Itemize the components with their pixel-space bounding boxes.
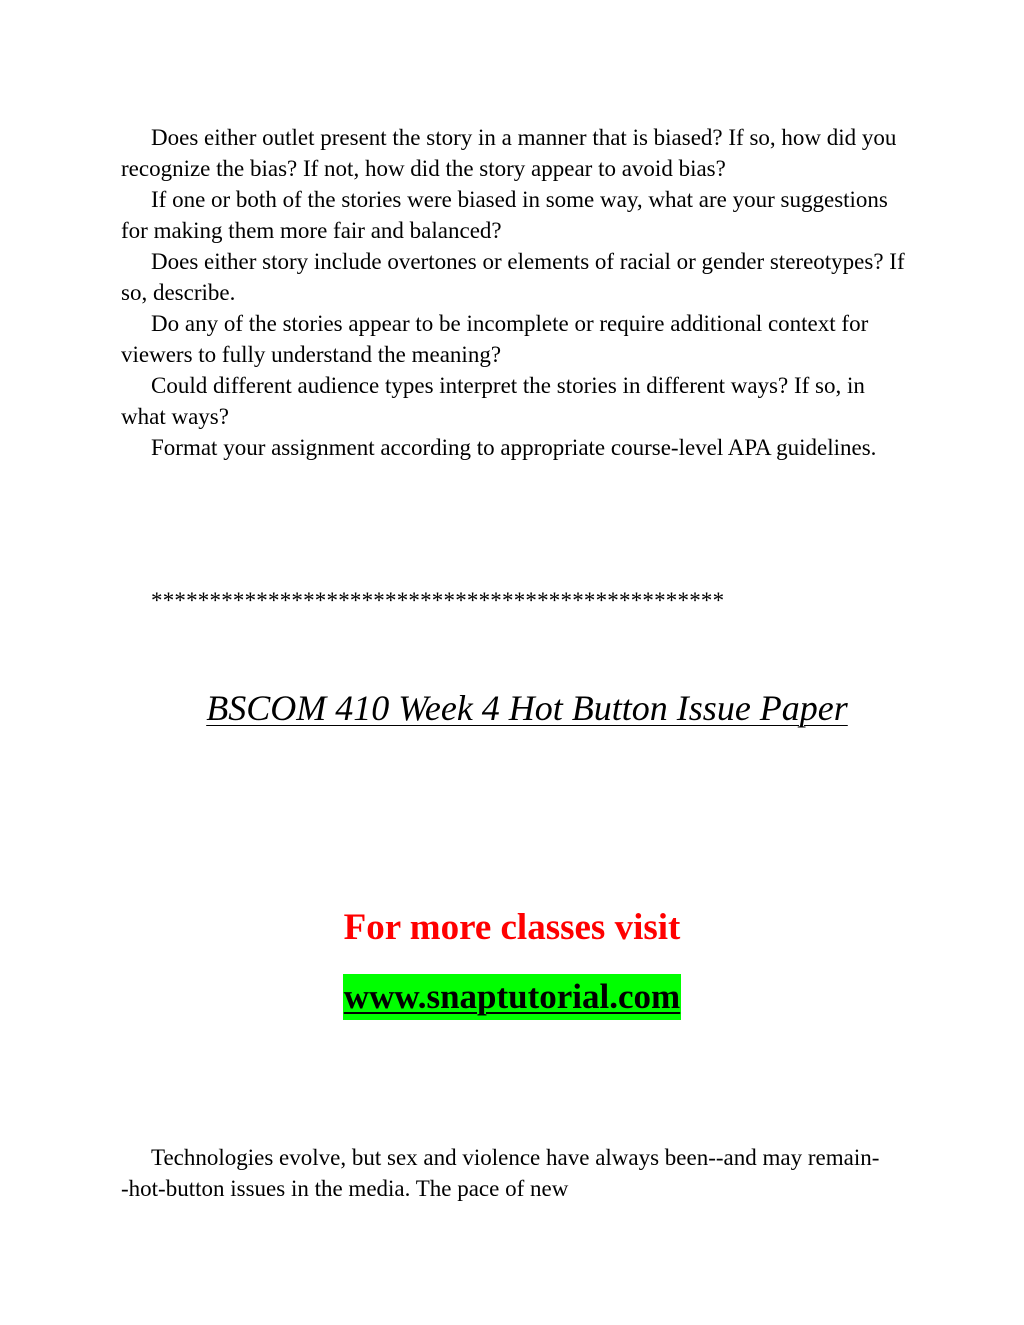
promo-visit-text: For more classes visit	[343, 907, 681, 948]
question-paragraph: Does either story include overtones or elements of racial or gender stereotypes? If so, describe.	[121, 249, 905, 305]
question-paragraph: Do any of the stories appear to be incomplete or require additional context for viewers to fully understand the meaning?	[121, 311, 869, 367]
course-title: BSCOM 410 Week 4 Hot Button Issue Paper	[206, 688, 848, 728]
snaptutorial-link[interactable]: www.snaptutorial.com	[343, 974, 681, 1020]
question-paragraph: If one or both of the stories were biased in some way, what are your suggestions for making them more fair and balanced?	[121, 187, 888, 243]
questions-list	[121, 122, 911, 463]
question-paragraph: Does either outlet present the story in a manner that is biased? If so, how did you recognize the bias? If not, how did the story appear to avoid bias?	[121, 125, 897, 181]
asterisk-separator: *************************************************	[151, 588, 725, 613]
question-paragraph: Format your assignment according to appropriate course-level APA guidelines.	[151, 435, 877, 460]
body-paragraph: Technologies evolve, but sex and violence have always been--and may remain--hot-button issues in the media. The pace of new	[121, 1145, 880, 1201]
question-paragraph: Could different audience types interpret the stories in different ways? If so, in what ways?	[121, 373, 865, 429]
promo-link-container	[0, 974, 1024, 1020]
